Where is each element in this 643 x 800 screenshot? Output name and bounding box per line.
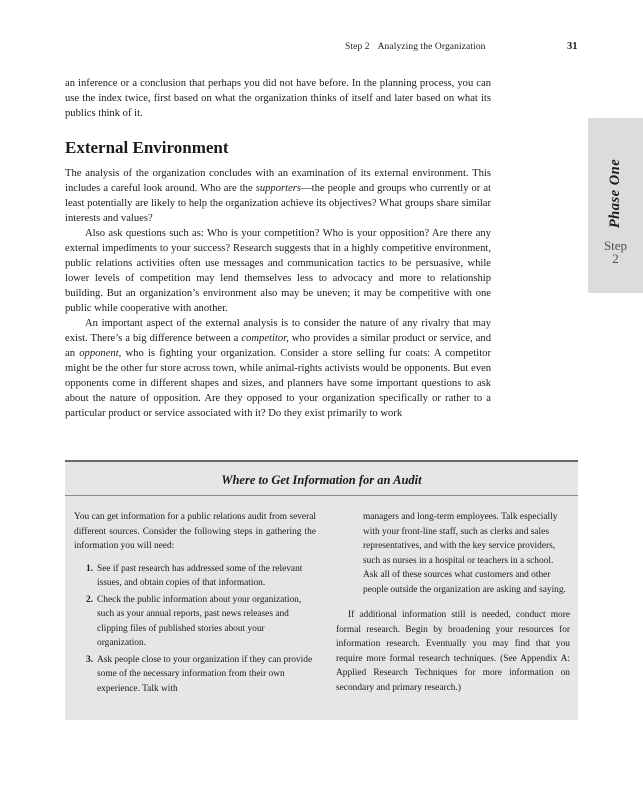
audit-step: 3. Ask people close to your organization if they can provide some of the necessary information from their own experience. Talk with <box>86 654 313 694</box>
intro-paragraph-block <box>65 76 491 121</box>
audit-step-3-continued: managers and long-term employees. Talk especially with your front-line staff, such as clerks and sales representatives, and with the key service providers, such as nurses in a hospital or teachers in a school. Ask all of these sources what customers and other people outside the organization are asking and saying. <box>363 512 566 595</box>
phase-label: Phase One <box>607 158 624 228</box>
intro-paragraph: an inference or a conclusion that perhaps you did not have before. In the planning process, you can use the index twice, first based on what the organization thinks of itself and later based on what its publics think of it. <box>65 78 491 119</box>
running-head-step: Step 2 <box>345 42 370 52</box>
audit-sidebar-box <box>65 460 578 720</box>
audit-step: 2. Check the public information about your organization, such as your annual reports, past news releases and clipping files of published stories about your organization. <box>86 594 302 648</box>
audit-title-rule <box>65 495 578 496</box>
section-heading: External Environment <box>65 138 229 157</box>
step-label: Step 2 <box>603 238 628 266</box>
body-paragraph-3: An important aspect of the external analysis is to consider the nature of any rivalry that may exist. There’s a big difference between a competitor, who provides a similar product or service, and an opponent, who is fighting your organization. Consider a store selling fur coats: A competitor might be the other fur store across town, while animal-rights activists would be opponents. But even opponents come in different shapes and sizes, and planners have some important questions to ask about the nature of opposition. Are they opposed to your organization specifically or rather to a particular product or service associated with it? Do they exist primarily to work <box>65 318 491 419</box>
body-paragraph-2: Also ask questions such as: Who is your competition? Who is your opposition? Are there any external impediments to your success? Research suggests that in a highly competitive environment, public relations activities often use messages and communication tactics to be persuasive, while lower levels of competition may lend themselves less to advocacy and more to relationship building. But an organization’s environment also may be uneven; it may be competitive with one public while cooperative with another. <box>65 228 491 314</box>
running-head-chapter-title: Analyzing the Organization <box>377 42 486 52</box>
section-body <box>65 166 491 421</box>
audit-box-title: Where to Get Information for an Audit <box>221 473 422 487</box>
audit-right-column <box>336 510 570 695</box>
running-head <box>345 42 486 52</box>
audit-step: 1. See if past research has addressed some of the relevant issues, and obtain copies of that information. <box>86 563 303 588</box>
phase-side-tab <box>588 118 643 293</box>
audit-left-column <box>74 510 316 698</box>
audit-closing-paragraph: If additional information still is needed, conduct more formal research. Begin by broadening your resources for information research. Eventually you may find that you require more formal research techniques. (See Appendix A: Applied Research Techniques for more information on secondary and primary research.) <box>336 610 570 693</box>
page-number: 31 <box>567 41 578 52</box>
audit-intro: You can get information for a public relations audit from several different sources. Consider the following steps in gathering the information you will need: <box>74 512 316 551</box>
audit-steps-list <box>74 562 316 697</box>
body-paragraph-1: The analysis of the organization concludes with an examination of its external environment. This includes a careful look around. Who are the supporters—the people and groups who currently or at least potentially are likely to help the organization achieve its objectives? What groups share similar interests and values? <box>65 168 491 224</box>
